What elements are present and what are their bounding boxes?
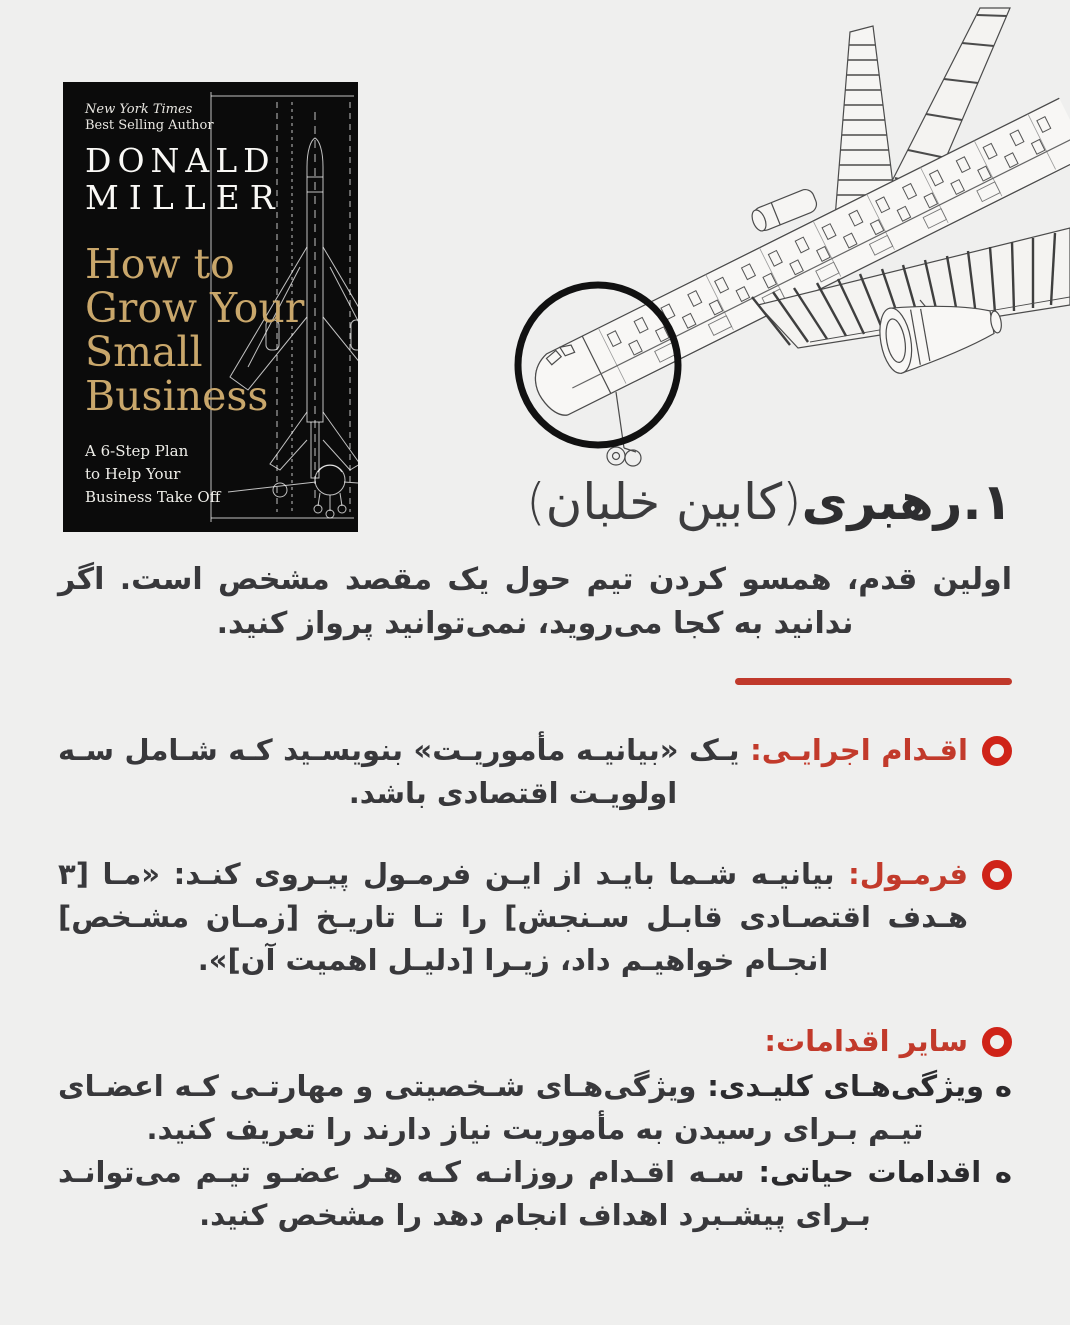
subitem-lead: ه اقدامات حیاتی: (758, 1155, 1012, 1189)
heading-parenthetical: (کابین خلبان) (526, 473, 802, 531)
subitem-body: ویژگی‌هـای شـخصیتی و مهارتـی کـه اعضـای تیـم بـرای رسیدن به مأموریت نیاز دارند را تعریف کنید. (58, 1069, 924, 1146)
bullet-ring-icon (982, 860, 1012, 890)
bullet-executive-action (58, 729, 1012, 815)
red-divider (735, 678, 1012, 685)
cover-tagline (85, 102, 358, 134)
book-cover (63, 82, 358, 532)
bullet-text (58, 1020, 968, 1063)
bullet-lead: سایر اقدامات: (764, 1024, 968, 1058)
airplane-cutaway-illustration (490, 0, 1070, 480)
tagline-line2: Best Selling Author (85, 118, 214, 133)
bullet-lead: اقـدام اجرایـی: (750, 733, 968, 767)
cover-title: How to Grow Your Small Business (85, 240, 305, 420)
bullet-text (58, 853, 968, 982)
tagline-line1: New York Times (85, 102, 193, 117)
heading-number-and-word: ۱.رهبری (801, 473, 1012, 531)
subitem-lead: ه ویژگی‌هـای کلیـدی: (707, 1069, 1012, 1103)
intro-paragraph: اولین قدم، همسو کردن تیم حول یک مقصد مشخص است. اگر ندانید به کجا می‌روید، نمی‌توانید پرواز کنید. (58, 562, 1012, 641)
bullet-formula (58, 853, 1012, 982)
bullet-other-actions (58, 1020, 1012, 1063)
subitem-critical-actions (58, 1151, 1012, 1237)
bullet-body: بیانیـه شـما بایـد از ایـن فرمـول پیـروی کنـد: «مـا [۳ هـدف اقتصـادی قابـل سـنجش] را تـا تاریـخ [زمـان مشـخص] انجـام خواهیـم داد، زیـرا [دلیـل اهمیت آن]». (58, 857, 968, 977)
subitem-key-characteristics (58, 1065, 1012, 1151)
content-column (58, 452, 1012, 1237)
cover-subtitle: A 6-Step Plan to Help Your Business Take Off (85, 442, 221, 506)
cover-author: DONALD MILLER (85, 141, 285, 217)
bullet-text (58, 729, 968, 815)
bullet-lead: فرمـول: (848, 857, 968, 891)
bullet-ring-icon (982, 1027, 1012, 1057)
bullet-ring-icon (982, 736, 1012, 766)
subitem-body: سـه اقـدام روزانـه کـه هـر عضـو تیـم می‌توانـد بـرای پیشـبرد اهداف انجام دهد را مشخص کنید. (58, 1155, 871, 1232)
bullet-body: یـک «بیانیـه مأموریـت» بنویسـید کـه شـامل سـه اولویـت اقتصادی باشد. (58, 733, 740, 810)
